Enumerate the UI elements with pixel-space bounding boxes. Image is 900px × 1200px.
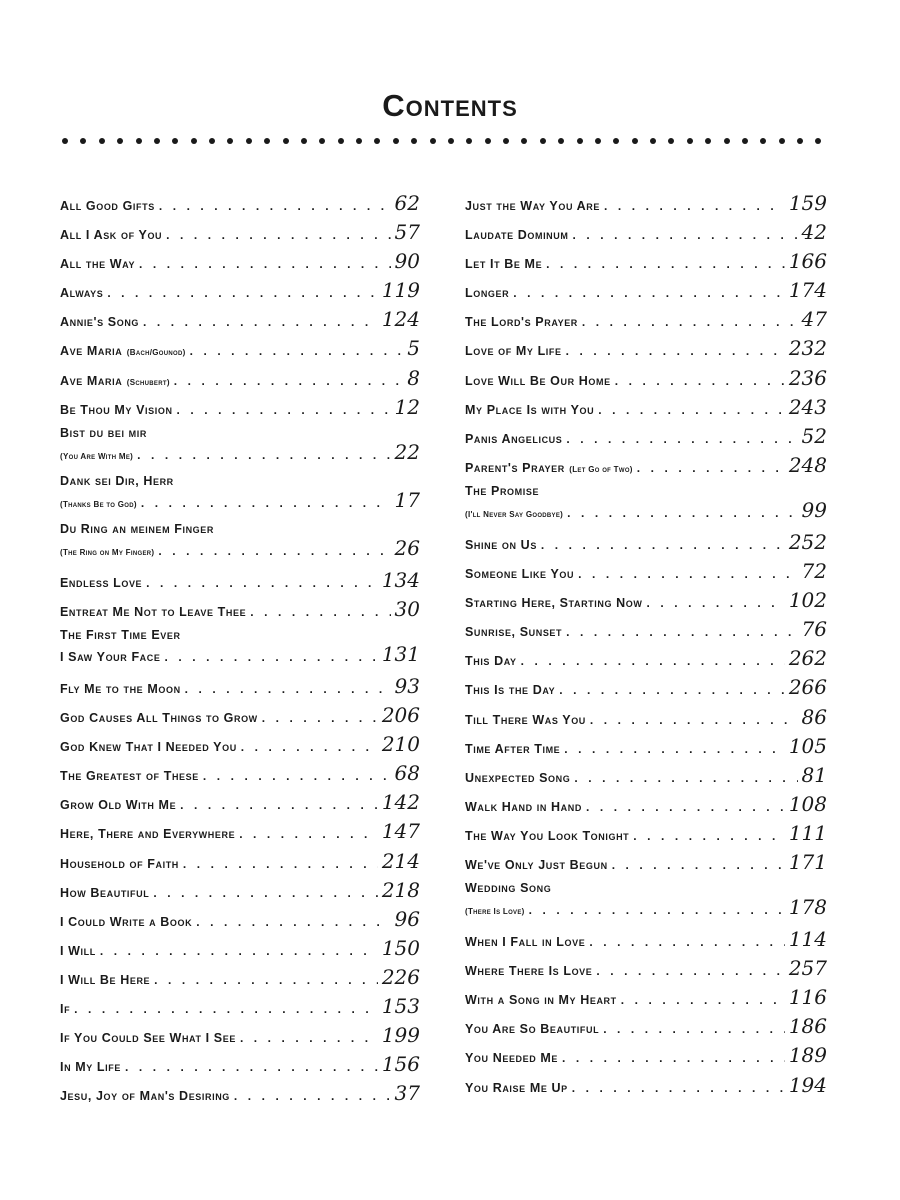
toc-entry[interactable] [60, 396, 420, 425]
toc-entry[interactable] [60, 850, 420, 879]
dot-leader [234, 1085, 391, 1107]
toc-entry[interactable] [465, 851, 827, 880]
toc-entry-page: 26 [394, 535, 420, 560]
toc-entry-title: Endless Love [60, 575, 143, 590]
toc-entry-page: 114 [788, 927, 827, 952]
toc-entry-title: Here, There and Everywhere [60, 827, 236, 842]
dot-leader [250, 601, 390, 623]
toc-entry[interactable] [465, 396, 827, 425]
toc-entry[interactable] [465, 192, 827, 221]
dotted-divider [62, 138, 822, 150]
toc-entry-page: 171 [788, 849, 827, 874]
toc-entry-title: I Will Be Here [60, 972, 151, 987]
toc-entry-title: Longer [465, 286, 510, 301]
toc-entry-page: 30 [394, 596, 420, 621]
toc-entry[interactable] [465, 986, 827, 1015]
dot-leader [529, 899, 785, 921]
toc-entry-page: 243 [788, 394, 827, 419]
toc-entry-title: Walk Hand in Hand [465, 799, 582, 814]
toc-entry[interactable] [60, 308, 420, 337]
toc-entry-title: Always [60, 286, 104, 301]
contents-column-right [465, 192, 827, 1103]
toc-entry[interactable] [465, 618, 827, 647]
toc-entry[interactable] [60, 908, 420, 937]
toc-entry-title: Panis Angelicus [465, 431, 563, 446]
toc-entry[interactable] [465, 706, 827, 735]
toc-entry[interactable] [60, 473, 420, 521]
toc-entry-title: Jesu, Joy of Man's Desiring [60, 1089, 230, 1104]
toc-entry-title: Entreat Me Not to Leave Thee [60, 604, 247, 619]
dot-leader [559, 679, 785, 701]
toc-entry[interactable] [465, 367, 827, 396]
toc-entry-page: 147 [381, 819, 420, 844]
toc-entry-title: Love of My Life [465, 344, 562, 359]
dot-leader [137, 444, 390, 466]
toc-entry-title: Till There Was You [465, 712, 586, 727]
toc-entry-page: 102 [788, 588, 827, 613]
dot-leader [166, 224, 390, 246]
toc-entry[interactable] [465, 928, 827, 957]
toc-entry-page: 210 [381, 732, 420, 757]
dot-leader [567, 502, 797, 524]
toc-entry-title: My Place Is with You [465, 402, 595, 417]
toc-entry-page: 150 [381, 935, 420, 960]
toc-entry[interactable] [465, 483, 827, 531]
toc-entry[interactable] [60, 1053, 420, 1082]
dot-leader [107, 282, 378, 304]
toc-entry-title: Where There Is Love [465, 964, 593, 979]
toc-entry[interactable] [60, 250, 420, 279]
toc-entry-page: 76 [801, 617, 827, 642]
dot-leader [185, 678, 391, 700]
toc-entry-subtitle: (The Ring on My Finger) [60, 547, 155, 557]
toc-entry-title: How Beautiful [60, 885, 150, 900]
toc-entry-title: The Greatest of These [60, 769, 199, 784]
dot-leader [603, 1018, 785, 1040]
dot-leader [589, 931, 784, 953]
toc-entry-page: 108 [788, 791, 827, 816]
toc-entry-title: Time After Time [465, 741, 561, 756]
toc-entry-page: 252 [788, 529, 827, 554]
dot-leader [180, 794, 378, 816]
toc-entry-page: 262 [788, 646, 827, 671]
toc-entry-page: 93 [394, 673, 420, 698]
toc-entry[interactable] [465, 425, 827, 454]
toc-entry-title: Bist du bei mir [60, 425, 147, 440]
toc-entry[interactable] [465, 647, 827, 676]
toc-entry-page: 206 [381, 703, 420, 728]
dot-leader [562, 1047, 785, 1069]
dot-leader [141, 492, 391, 514]
page-title: Contents [382, 88, 518, 123]
dot-leader [566, 621, 797, 643]
toc-entry-page: 236 [788, 365, 827, 390]
toc-entry-page: 166 [788, 249, 827, 274]
dot-leader [241, 736, 378, 758]
dot-leader [158, 540, 390, 562]
toc-entry-page: 116 [788, 985, 827, 1010]
toc-entry-page: 186 [788, 1014, 827, 1039]
toc-entry-title: You Needed Me [465, 1051, 559, 1066]
toc-entry-page: 52 [801, 423, 827, 448]
dot-leader [604, 195, 785, 217]
toc-entry[interactable] [60, 704, 420, 733]
toc-entry-page: 68 [394, 761, 420, 786]
toc-entry[interactable] [60, 221, 420, 250]
toc-entry[interactable] [60, 425, 420, 473]
toc-entry-page: 47 [801, 307, 827, 332]
dot-leader [566, 428, 797, 450]
toc-entry-page: 153 [381, 993, 420, 1018]
toc-entry[interactable] [465, 454, 827, 483]
toc-entry-page: 134 [381, 567, 420, 592]
dot-leader [564, 738, 785, 760]
dot-leader [146, 572, 378, 594]
toc-entry-title: God Causes All Things to Grow [60, 711, 258, 726]
dot-leader [164, 646, 377, 668]
dot-leader [183, 853, 378, 875]
toc-entry-title: We've Only Just Begun [465, 857, 608, 872]
toc-entry[interactable] [465, 589, 827, 618]
toc-entry[interactable] [60, 279, 420, 308]
toc-entry-title: In My Life [60, 1060, 121, 1075]
toc-entry-page: 199 [381, 1023, 420, 1048]
toc-entry-title: Sunrise, Sunset [465, 625, 563, 640]
toc-entry-note: (Let Go of Two) [569, 464, 633, 474]
toc-entry-title: If You Could See What I See [60, 1031, 236, 1046]
toc-entry-title: The Promise [465, 483, 540, 498]
toc-entry-title: Grow Old With Me [60, 798, 177, 813]
dot-leader [262, 707, 378, 729]
toc-entry-page: 37 [394, 1081, 420, 1106]
toc-entry-page: 90 [394, 249, 420, 274]
toc-entry[interactable] [60, 598, 420, 627]
toc-entry[interactable] [60, 367, 420, 396]
dot-leader [125, 1056, 378, 1078]
toc-entry-title: The Way You Look Tonight [465, 828, 630, 843]
dot-leader [596, 960, 784, 982]
dot-leader [572, 1077, 785, 1099]
dot-leader [586, 796, 785, 818]
toc-entry-page: 214 [381, 848, 420, 873]
toc-entry[interactable] [60, 966, 420, 995]
toc-entry-title: This Is the Day [465, 683, 556, 698]
dot-leader [590, 709, 798, 731]
contents-column-left [60, 192, 420, 1111]
toc-entry[interactable] [465, 735, 827, 764]
toc-entry[interactable] [60, 762, 420, 791]
dot-leader [574, 767, 797, 789]
toc-entry[interactable] [60, 627, 420, 675]
toc-entry-title: Wedding Song [465, 881, 552, 896]
toc-entry[interactable] [60, 337, 420, 366]
toc-entry-title: God Knew That I Needed You [60, 740, 237, 755]
toc-entry-page: 142 [381, 790, 420, 815]
dot-leader [177, 399, 391, 421]
dot-leader [143, 311, 378, 333]
toc-entry-title: Annie's Song [60, 315, 140, 330]
toc-entry-page: 266 [788, 675, 827, 700]
toc-entry-title: Someone Like You [465, 567, 575, 582]
dot-leader [546, 253, 785, 275]
toc-entry[interactable] [60, 879, 420, 908]
toc-entry[interactable] [60, 521, 420, 569]
toc-entry-title: With a Song in My Heart [465, 993, 617, 1008]
toc-entry-page: 189 [788, 1043, 827, 1068]
toc-entry-title: All the Way [60, 257, 136, 272]
toc-entry-page: 257 [788, 956, 827, 981]
toc-entry-note: (Bach/Gounod) [126, 348, 186, 358]
toc-entry[interactable] [465, 676, 827, 705]
toc-entry[interactable] [60, 675, 420, 704]
toc-entry-page: 156 [381, 1052, 420, 1077]
toc-entry[interactable] [465, 793, 827, 822]
dot-leader [637, 457, 785, 479]
toc-entry[interactable] [60, 1024, 420, 1053]
dot-leader [196, 911, 390, 933]
dot-leader [582, 311, 798, 333]
toc-entry-subtitle: (I'll Never Say Goodbye) [465, 509, 564, 519]
toc-entry-page: 218 [381, 877, 420, 902]
toc-entry[interactable] [60, 937, 420, 966]
dot-leader [612, 854, 785, 876]
dot-leader [572, 224, 797, 246]
toc-entry-title: If [60, 1001, 71, 1016]
dot-leader [513, 282, 785, 304]
dot-leader [139, 253, 391, 275]
toc-entry-title: Ave Maria [60, 344, 123, 359]
toc-entry-title: Shine on Us [465, 537, 537, 552]
toc-entry-page: 174 [788, 278, 827, 303]
toc-entry[interactable] [465, 1015, 827, 1044]
toc-entry-title: I Will [60, 943, 96, 958]
toc-entry-page: 159 [788, 191, 827, 215]
toc-entry[interactable] [465, 337, 827, 366]
toc-entry-page: 72 [801, 559, 827, 584]
toc-entry[interactable] [60, 995, 420, 1024]
toc-entry-page: 119 [381, 278, 420, 303]
dot-leader [239, 823, 378, 845]
toc-entry[interactable] [60, 820, 420, 849]
toc-entry[interactable] [60, 791, 420, 820]
toc-entry-title: Du Ring an meinem Finger [60, 521, 214, 536]
toc-entry[interactable] [465, 250, 827, 279]
toc-entry-page: 5 [407, 336, 420, 361]
dot-leader [621, 989, 785, 1011]
toc-entry-page: 86 [801, 704, 827, 729]
toc-entry-page: 131 [381, 641, 420, 666]
toc-entry-title: Ave Maria [60, 373, 123, 388]
toc-entry-title: The First Time Ever [60, 627, 181, 642]
toc-entry-title: Starting Here, Starting Now [465, 596, 643, 611]
toc-entry-subtitle: (You Are With Me) [60, 451, 134, 461]
toc-entry[interactable] [465, 957, 827, 986]
dot-leader [153, 882, 377, 904]
toc-entry-subtitle: (There Is Love) [465, 907, 525, 917]
toc-entry-page: 232 [788, 336, 827, 361]
dot-leader [100, 940, 378, 962]
toc-entry[interactable] [465, 822, 827, 851]
toc-entry[interactable] [465, 560, 827, 589]
toc-entry[interactable] [465, 764, 827, 793]
toc-entry-title: Parent's Prayer [465, 460, 565, 475]
dot-leader [633, 825, 785, 847]
dot-leader [566, 340, 785, 362]
toc-entry-page: 105 [788, 733, 827, 758]
toc-entry-page: 22 [394, 439, 420, 464]
toc-entry-page: 226 [381, 964, 420, 989]
toc-entry-title: Household of Faith [60, 856, 179, 871]
toc-entry-page: 178 [788, 895, 827, 920]
toc-entry-title: All I Ask of You [60, 228, 163, 243]
toc-entry[interactable] [60, 192, 420, 221]
toc-entry[interactable] [465, 221, 827, 250]
dot-leader [174, 370, 403, 392]
toc-entry-title: Laudate Dominum [465, 228, 569, 243]
toc-entry-title: Be Thou My Vision [60, 402, 173, 417]
toc-entry-title: The Lord's Prayer [465, 315, 578, 330]
toc-entry[interactable] [465, 1044, 827, 1073]
toc-entry-page: 42 [801, 220, 827, 245]
toc-entry-page: 57 [394, 220, 420, 245]
toc-entry-page: 17 [394, 487, 420, 512]
toc-entry[interactable] [465, 308, 827, 337]
dot-leader [541, 534, 785, 556]
dot-leader [240, 1027, 378, 1049]
toc-entry-title: Unexpected Song [465, 770, 571, 785]
dot-leader [521, 650, 785, 672]
toc-entry-subtitle: (Thanks Be to God) [60, 499, 137, 509]
toc-entry-title: You Raise Me Up [465, 1080, 568, 1095]
toc-entry-page: 248 [788, 452, 827, 477]
dot-leader [578, 563, 797, 585]
toc-entry-title: Love Will Be Our Home [465, 373, 611, 388]
toc-entry-page: 99 [801, 497, 827, 522]
toc-entry-title: All Good Gifts [60, 199, 155, 213]
toc-entry-note: (Schubert) [126, 377, 170, 387]
toc-entry-page: 81 [801, 762, 827, 787]
dot-leader [598, 399, 785, 421]
dot-leader [190, 340, 404, 362]
dot-leader [615, 370, 785, 392]
toc-entry-page: 62 [394, 191, 420, 215]
toc-entry-title: When I Fall in Love [465, 935, 586, 950]
toc-entry-title: I Could Write a Book [60, 914, 193, 929]
toc-entry-title: Just the Way You Are [465, 199, 600, 213]
toc-entry-title: Dank sei Dir, Herr [60, 473, 174, 488]
toc-entry-title: Let It Be Me [465, 257, 543, 272]
toc-entry[interactable] [60, 1082, 420, 1111]
toc-entry[interactable] [465, 1074, 827, 1103]
toc-entry-page: 12 [394, 394, 420, 419]
toc-entry-page: 111 [788, 820, 827, 845]
toc-entry-page: 96 [394, 906, 420, 931]
toc-entry[interactable] [465, 279, 827, 308]
toc-entry-page: 124 [381, 307, 420, 332]
toc-entry[interactable] [465, 880, 827, 928]
dot-leader [646, 592, 784, 614]
toc-entry-page: 8 [407, 365, 420, 390]
dot-leader [74, 998, 378, 1020]
toc-entry[interactable] [465, 531, 827, 560]
dot-leader [154, 969, 378, 991]
toc-entry-title: This Day [465, 654, 517, 669]
dot-leader [159, 195, 391, 217]
toc-entry-title-cont: I Saw Your Face [60, 649, 161, 664]
toc-entry[interactable] [60, 733, 420, 762]
toc-entry-title: You Are So Beautiful [465, 1022, 600, 1037]
toc-entry-title: Fly Me to the Moon [60, 681, 181, 696]
toc-entry[interactable] [60, 569, 420, 598]
toc-entry-page: 194 [788, 1072, 827, 1097]
dot-leader [203, 765, 391, 787]
